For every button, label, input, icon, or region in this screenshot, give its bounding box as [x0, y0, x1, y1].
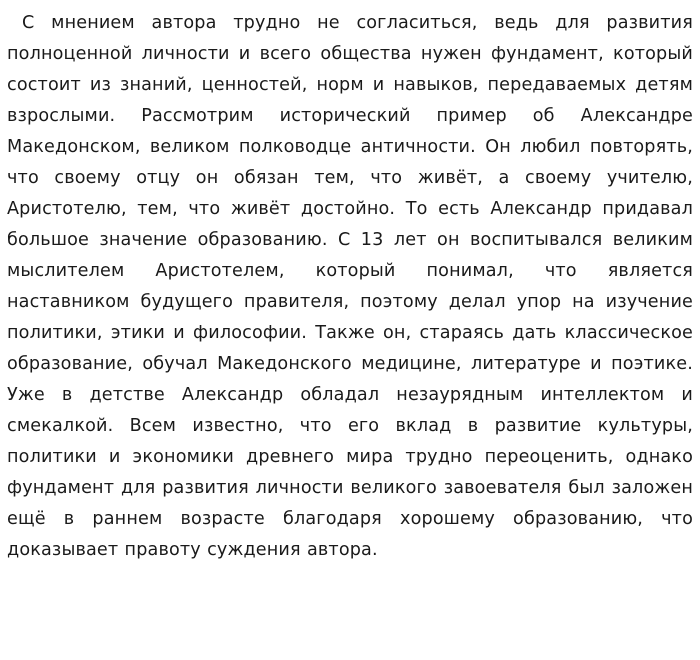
document-page — [7, 8, 693, 566]
essay-paragraph: С мнением автора трудно не согласиться, ведь для развития полноценной личности и всего общества нужен фундамент, который состоит из знаний, ценностей, норм и навыков, передаваемых детям взрослыми. Рассмотрим исторический пример об Александре Македонском, великом полководце античности. Он любил повторять, что своему отцу он обязан тем, что живёт, а своему учителю, Аристотелю, тем, что живёт достойно. То есть Александр придавал большое значение образованию. С 13 лет он воспитывался великим мыслителем Аристотелем, который понимал, что является наставником будущего правителя, поэтому делал упор на изучение политики, этики и философии. Также он, стараясь дать классическое образование, обучал Македонского медицине, литературе и поэтике. Уже в детстве Александр обладал незаурядным интеллектом и смекалкой. Всем известно, что его вклад в развитие культуры, политики и экономики древнего мира трудно переоценить, однако фундамент для развития личности великого завоевателя был заложен ещё в раннем возрасте благодаря хорошему образованию, что доказывает правоту суждения автора. — [7, 13, 693, 560]
